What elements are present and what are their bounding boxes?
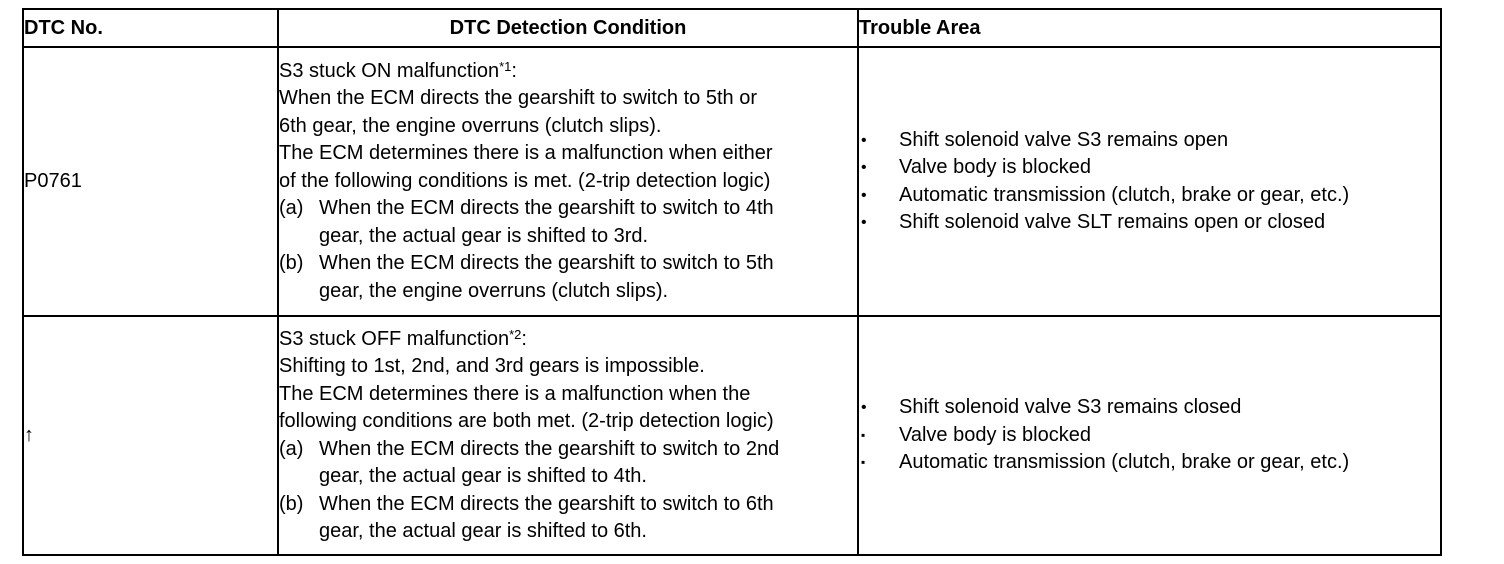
sub-item-text: When the ECM directs the gearshift to switch to 4th [319,197,774,220]
sub-item-text: When the ECM directs the gearshift to switch to 6th [319,492,774,515]
trouble-area-item [859,394,1440,422]
table-header-row [23,9,1441,47]
condition-title-text: S3 stuck ON malfunction [279,59,500,82]
trouble-area-text: Shift solenoid valve S3 remains open [899,128,1229,151]
dtc-number-cell: P0761 [23,47,278,316]
trouble-area-cell [858,316,1441,555]
detection-condition-cell [278,47,858,316]
detection-condition-cell [278,316,858,555]
trouble-area-cell [858,47,1441,316]
table-row [23,316,1441,555]
trouble-area-item [859,182,1440,210]
sub-item-label: (a) [279,437,304,460]
condition-title [279,326,857,354]
trouble-area-item [859,449,1440,477]
trouble-area-item [859,422,1440,450]
condition-sub-item [279,436,857,464]
condition-sub-item [279,195,857,223]
sub-item-continuation: gear, the actual gear is shifted to 3rd. [319,224,649,247]
condition-line: of the following conditions is met. (2-trip detection logic) [279,169,771,192]
trouble-area-text: Shift solenoid valve SLT remains open or closed [899,211,1326,233]
condition-title [279,58,857,86]
bullet-icon: • [861,214,867,231]
condition-line: following conditions are both met. (2-trip detection logic) [279,410,774,432]
condition-title-suffix: : [521,327,527,350]
condition-title-suffix: : [511,59,517,82]
condition-sub-item [279,491,857,519]
trouble-area-text: Valve body is blocked [899,423,1091,446]
condition-line: 6th gear, the engine overruns (clutch slips). [279,114,662,137]
trouble-area-text: Automatic transmission (clutch, brake or gear, etc.) [899,183,1350,206]
table-row [23,47,1441,316]
sub-item-continuation: gear, the actual gear is shifted to 4th. [319,465,647,487]
trouble-area-item [859,154,1440,182]
trouble-area-item [859,209,1440,237]
trouble-area-text: Valve body is blocked [899,156,1091,178]
condition-title-text: S3 stuck OFF malfunction [279,327,510,350]
sub-item-label: (a) [279,197,304,220]
bullet-icon: • [861,399,867,417]
sub-item-label: (b) [279,492,304,515]
dtc-table [22,8,1442,556]
bullet-icon: • [861,159,867,176]
bullet-icon: • [861,131,867,149]
sub-item-continuation: gear, the engine overruns (clutch slips). [319,279,669,302]
condition-line: Shifting to 1st, 2nd, and 3rd gears is impossible. [279,355,705,377]
header-dtc-no: DTC No. [23,9,278,47]
header-detection-condition: DTC Detection Condition [278,9,858,47]
bullet-icon: • [861,186,867,204]
trouble-area-list [859,127,1440,237]
footnote-marker: *1 [499,58,512,74]
sub-item-text: When the ECM directs the gearshift to switch to 2nd [319,437,780,460]
square-bullet-icon: ▪ [861,455,866,470]
dtc-number-cell: ↑ [23,316,278,555]
trouble-area-item [859,127,1440,155]
sub-item-label: (b) [279,252,304,275]
condition-sub-item [279,250,857,278]
square-bullet-icon: ▪ [861,427,866,442]
trouble-area-text: Automatic transmission (clutch, brake or gear, etc.) [899,451,1350,474]
condition-line: The ECM determines there is a malfunction when either [279,142,773,165]
footnote-marker: *2 [509,326,522,342]
trouble-area-list [859,394,1440,477]
header-trouble-area: Trouble Area [858,9,1441,47]
condition-line: When the ECM directs the gearshift to switch to 5th or [279,87,757,110]
condition-line: The ECM determines there is a malfunction when the [279,382,751,405]
sub-item-continuation: gear, the actual gear is shifted to 6th. [319,520,647,542]
trouble-area-text: Shift solenoid valve S3 remains closed [899,396,1242,419]
sub-item-text: When the ECM directs the gearshift to switch to 5th [319,252,774,275]
